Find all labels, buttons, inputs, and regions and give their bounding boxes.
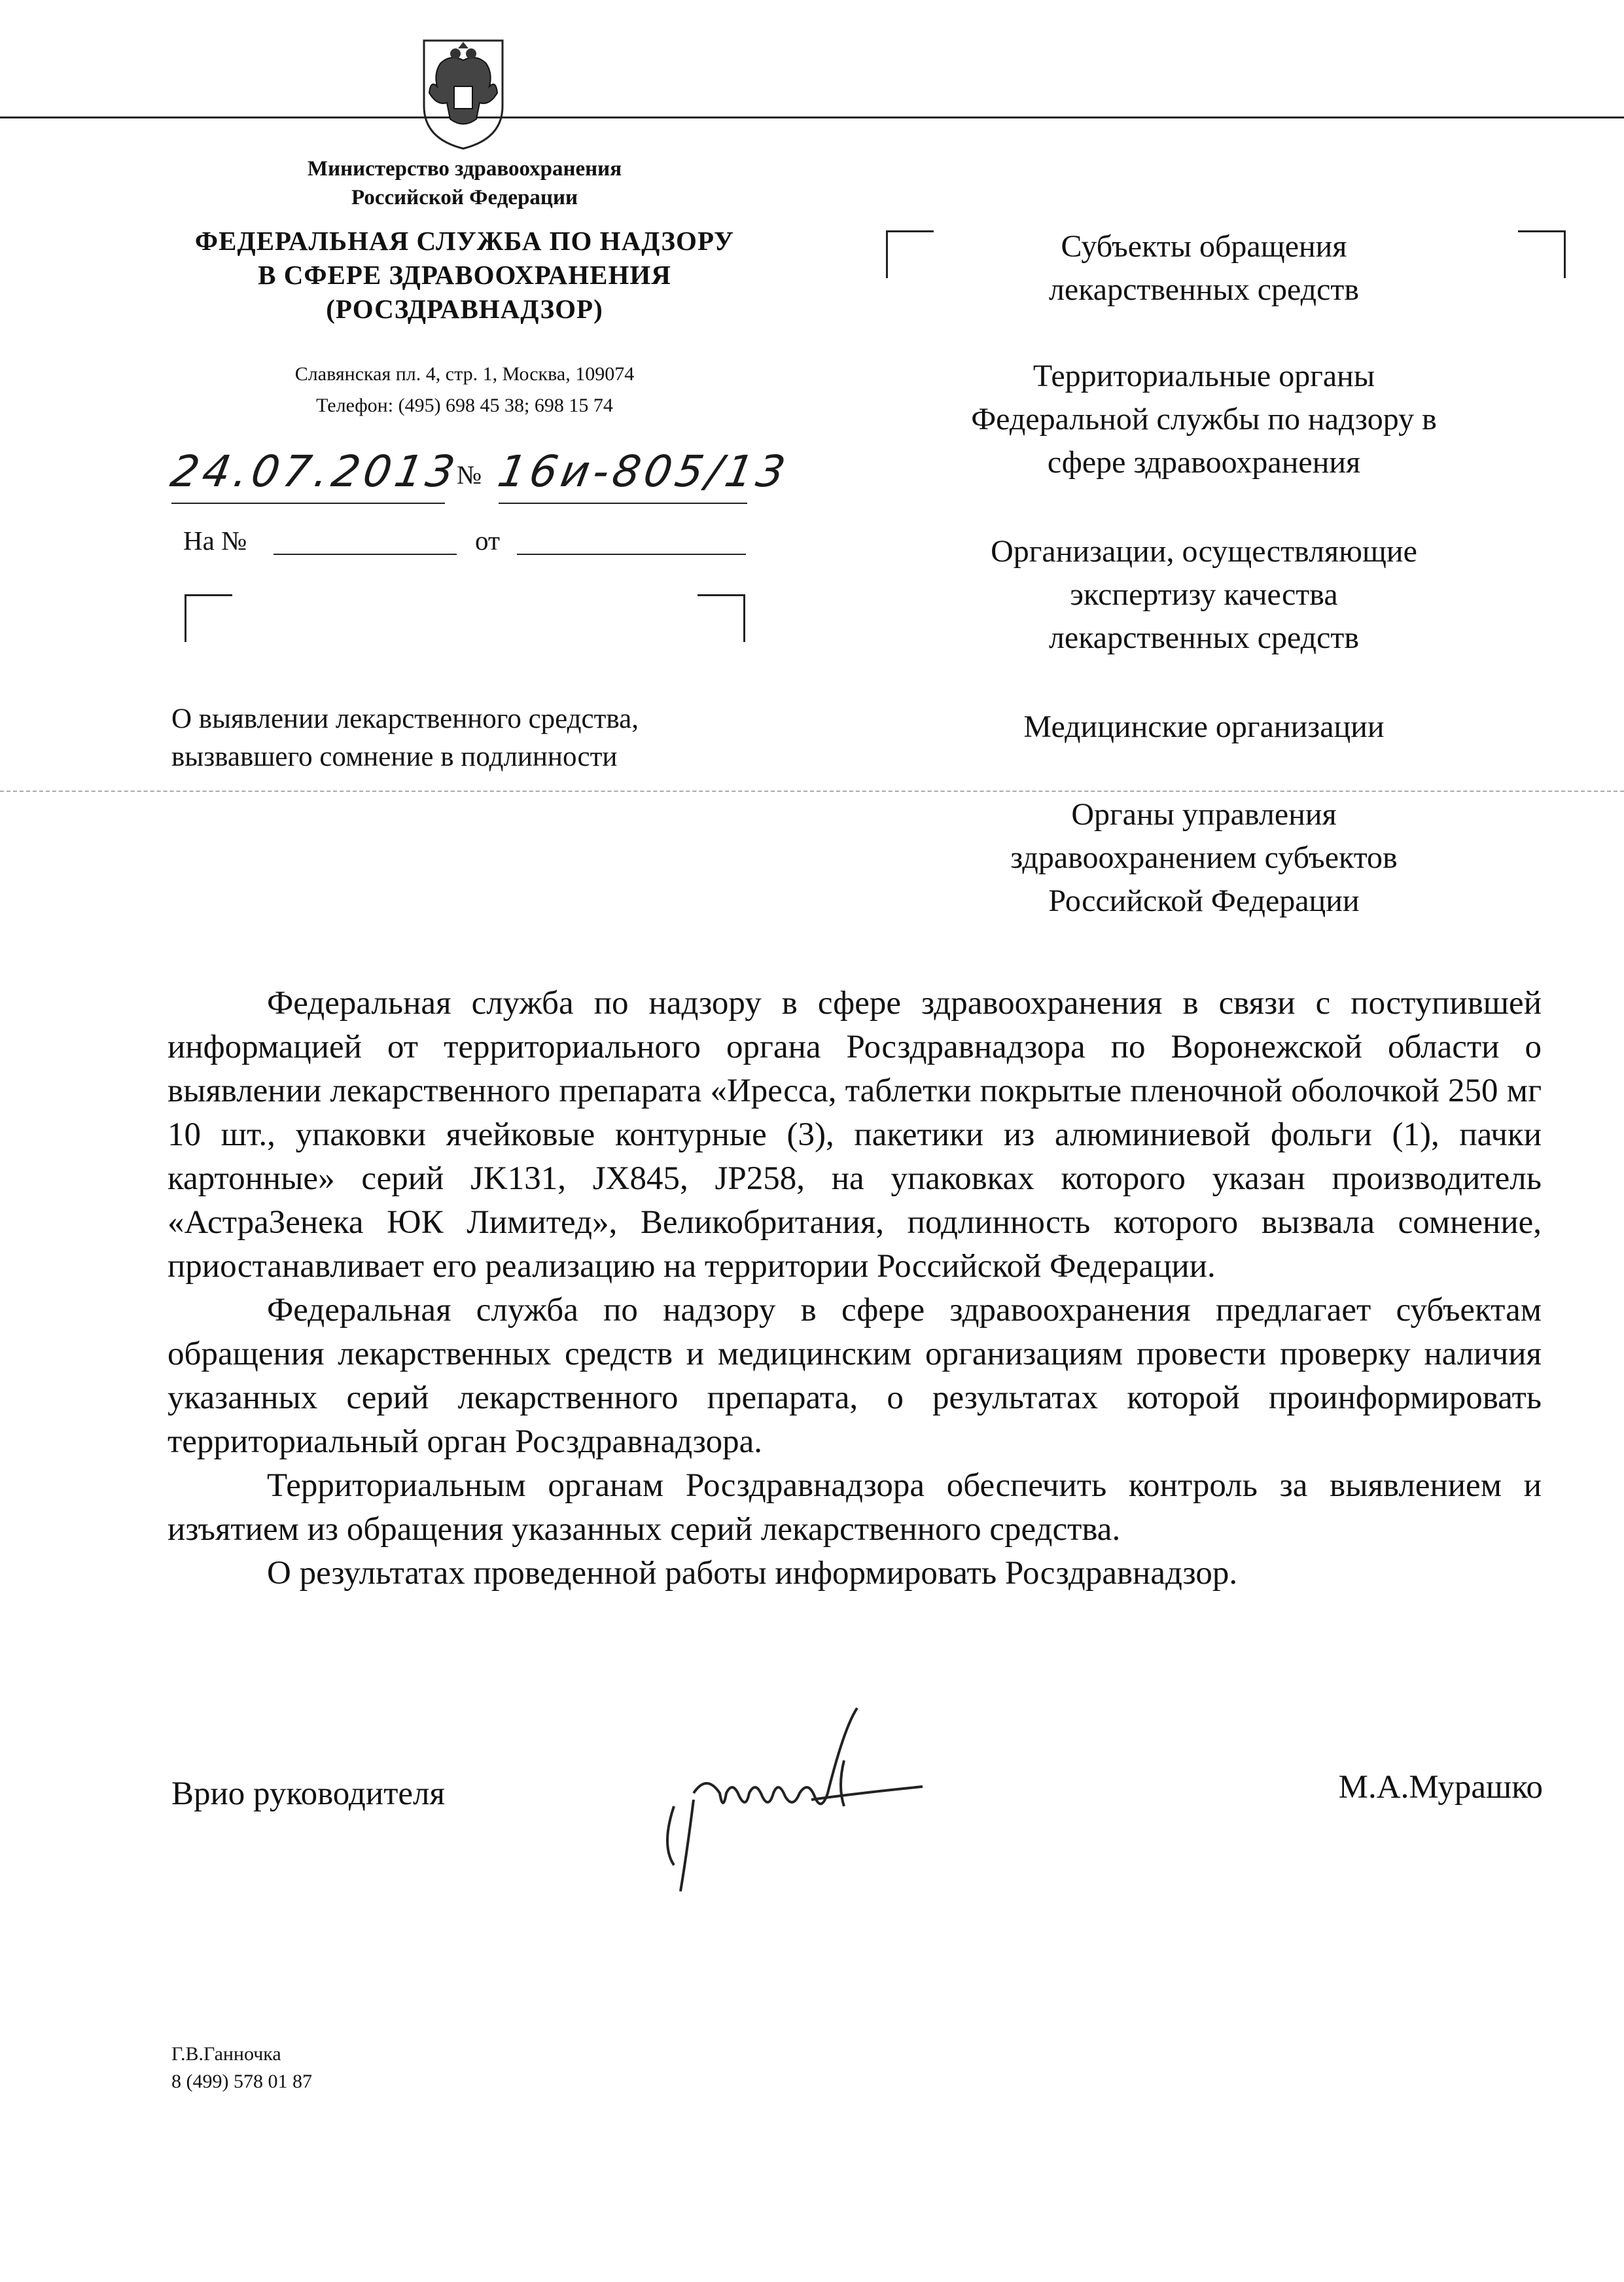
recipient-line: Территориальные органы [1033,359,1375,393]
recipient-line: сфере здравоохранения [1047,445,1361,480]
recipient-line: Организации, осуществляющие [991,534,1417,569]
reply-date-blank [517,554,746,555]
agency-line-2: В СФЕРЕ ЗДРАВООХРАНЕНИЯ [258,260,671,290]
ministry-line-2: Российской Федерации [351,186,578,209]
ministry-name [196,154,733,212]
recipient-block [864,530,1544,660]
address-line: Славянская пл. 4, стр. 1, Москва, 109074 [294,363,635,385]
signer-name: М.А.Мурашко [1338,1769,1543,1806]
agency-line-1: ФЕДЕРАЛЬНАЯ СЛУЖБА ПО НАДЗОРУ [194,226,735,256]
recipient-line: Медицинские организации [1023,709,1385,744]
subject-line-1: О выявлении лекарственного средства, [171,704,639,734]
body-paragraph: Территориальным органам Росздравнадзора обеспечить контроль за выявлением и изъятием из обращения указанных серий лекарственного средства. [168,1467,1542,1548]
recipient-block [864,225,1544,312]
recipient-line: Российской Федерации [1048,883,1360,918]
body-paragraph: Федеральная служба по надзору в сфере здравоохранения в связи с поступившей информацией от территориального органа Росздравнадзора по Воронежской области о выявлении лекарственного препарата «Иресса, таблетки покрытые пленочной оболочкой 250 мг 10 шт., упаковки ячейковые контурные (3), пакетики из алюминиевой фольги (1), пачки картонные» серий JK131, JX845, JP258, на упаковках которого указан производитель «АстраЗенека ЮК Лимитед», Великобритания, подлинность которого вызвала сомнение, приостанавливает его реализацию на территории Российской Федерации. [168,985,1542,1285]
number-underline [499,503,747,504]
registration-number: 16и-805/13 [494,446,793,497]
fold-line [0,791,1624,792]
agency-address [170,359,759,421]
recipient-line: лекарственных средств [1048,272,1360,307]
subject-line-2: вызвавшего сомнение в подлинности [171,741,618,772]
from-label: от [475,526,500,556]
reply-reference-row [183,525,247,556]
recipient-line: Субъекты обращения [1061,229,1347,264]
executor-name: Г.В.Ганночка [171,2043,281,2065]
recipient-line: экспертизу качества [1070,577,1338,612]
agency-name [144,224,785,326]
executor-info [171,2041,312,2095]
subject-corner-right [697,594,745,642]
recipient-block [864,793,1544,923]
handwritten-signature [648,1702,936,1898]
body-paragraph: О результатах проведенной работы информировать Росздравнадзор. [267,1555,1238,1592]
executor-phone: 8 (499) 578 01 87 [171,2071,312,2092]
signer-position: Врио руководителя [171,1775,445,1812]
recipient-line: здравоохранением субъектов [1010,840,1398,875]
header-rule [0,116,1624,118]
date-underline [171,503,445,504]
recipient-line: лекарственных средств [1048,620,1360,655]
ministry-line-1: Министерство здравоохранения [307,157,622,181]
letter-body [168,982,1542,1596]
recipient-line: Органы управления [1071,797,1337,832]
letter-subject [171,700,760,776]
registration-date: 24.07.2013 [167,446,463,497]
russian-coat-of-arms-icon [411,34,516,152]
recipient-line: Федеральной службы по надзору в [971,402,1437,437]
reply-to-label: На № [183,526,247,556]
reply-number-blank [274,554,457,555]
phone-line: Телефон: (495) 698 45 38; 698 15 74 [316,395,613,416]
agency-line-3: (РОСЗДРАВНАДЗОР) [326,294,603,324]
recipient-block [864,705,1544,749]
body-paragraph: Федеральная служба по надзору в сфере здравоохранения предлагает субъектам обращения лекарственных средств и медицинским организациям провести проверку наличия указанных серий лекарственного препарата, о результатах которой проинформировать территориальный орган Росздравнадзора. [168,1292,1542,1460]
number-sign: № [457,460,482,490]
recipient-block [864,355,1544,484]
subject-corner-left [185,594,232,642]
